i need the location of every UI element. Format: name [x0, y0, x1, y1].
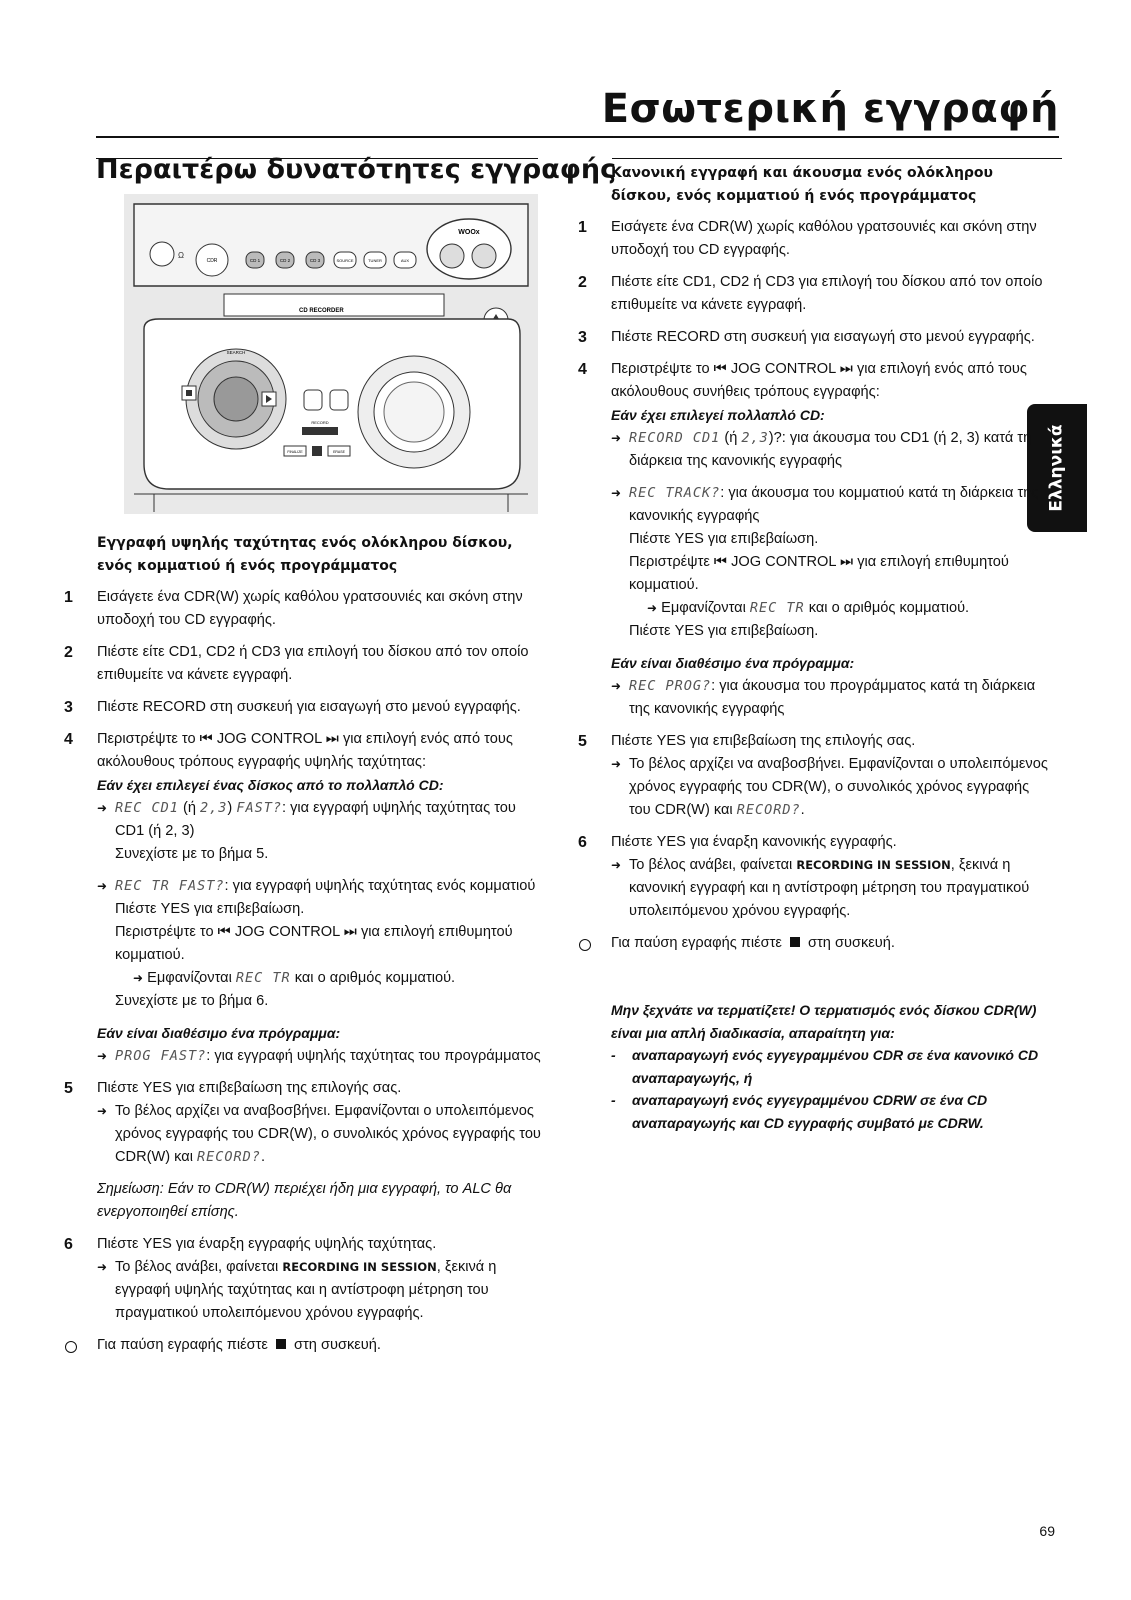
left-heading: Εγγραφή υψηλής ταχύτητας ενός ολόκληρου δίσκου, ενός κομματιού ή ενός προγράμματος — [97, 535, 513, 574]
step-text: Πιέστε YES για επιβεβαίωση της επιλογής σας. — [97, 1080, 402, 1096]
step-number: 6 — [578, 834, 587, 851]
text — [115, 921, 542, 967]
search-label: SEARCH — [226, 350, 246, 355]
right-step-5 — [578, 730, 1054, 822]
continue-text: Συνεχίστε με το βήμα 5. — [115, 846, 269, 862]
dash: - — [611, 1092, 616, 1108]
language-tab-label: Ελληνικά — [1047, 424, 1068, 512]
text — [115, 967, 542, 990]
step-number: 4 — [64, 731, 73, 748]
arrow-icon: ➜ — [97, 801, 108, 815]
right-heading: Κανονική εγγραφή και άκουσμα ενός ολόκληρου δίσκου, ενός κομματιού ή ενός προγράμματος — [611, 165, 994, 204]
left-pause-step — [64, 1334, 542, 1357]
step-number: 1 — [578, 219, 587, 236]
text: . — [260, 1149, 265, 1165]
cdr-button-label: CDR — [206, 258, 218, 264]
stop-icon — [790, 937, 800, 947]
step-text: Περιστρέψτε το — [97, 731, 196, 747]
continue-text: Συνεχίστε με το βήμα 6. — [115, 993, 269, 1009]
page-number: 69 — [1039, 1523, 1055, 1539]
jog-control-label: JOG CONTROL — [216, 731, 322, 747]
text: , ξεκινά η κανονική εγγραφή και η αντίστροφη μέτρηση του πραγματικού υπολειπόμενου χρόνου εγγραφής. — [629, 857, 1030, 919]
right-step-3 — [578, 326, 1054, 349]
text: στη συσκευή. — [294, 1337, 381, 1353]
step-text-cont: για επιλογή ενός από τους ακόλουθους τρόπους εγγραφής υψηλής ταχύτητας: — [97, 731, 513, 770]
lcd-text: REC TRACK? — [629, 485, 721, 501]
text: . — [800, 802, 805, 818]
right-step-1 — [578, 216, 1054, 262]
subheading: Εάν είναι διαθέσιμο ένα πρόγραμμα: — [97, 1025, 341, 1041]
option-item — [97, 875, 542, 1013]
text: (ή — [182, 800, 196, 816]
result-item — [611, 854, 1054, 923]
arrow-icon: ➜ — [97, 1049, 108, 1063]
step-text: Πιέστε είτε CD1, CD2 ή CD3 για επιλογή του δίσκου από τον οποίο επιθυμείτε να κάνετε εγγραφή. — [611, 274, 1043, 313]
option-item — [611, 482, 1054, 643]
left-step-5 — [64, 1077, 542, 1169]
text: Το βέλος ανάβει, φαίνεται — [115, 1259, 279, 1275]
lcd-text: REC TR FAST? — [115, 878, 225, 894]
warning-item — [578, 1089, 1054, 1134]
lcd-text: REC CD1 — [115, 800, 179, 816]
bullet-circle-icon — [579, 939, 591, 951]
display-text: RECORDING IN SESSION — [796, 858, 951, 872]
skip-back-icon: ⏮ — [217, 924, 231, 940]
subheading: Εάν έχει επιλεγεί πολλαπλό CD: — [611, 407, 825, 423]
lcd-text: RECORD CD1 — [629, 430, 721, 446]
page-title: Εσωτερική εγγραφή — [601, 86, 1059, 132]
skip-forward-icon: ⏭ — [840, 554, 854, 570]
cd3-button-label: CD 3 — [309, 258, 321, 263]
lcd-text: RECORD? — [197, 1149, 261, 1165]
text: αναπαραγωγή ενός εγγεγραμμένου CDR σε ένα κανονικό CD αναπαραγωγής, ή — [632, 1047, 1039, 1086]
skip-back-icon: ⏮ — [199, 731, 213, 747]
lcd-text: REC TR — [235, 970, 291, 986]
text: Το βέλος αρχίζει να αναβοσβήνει. Εμφανίζονται ο υπολειπόμενος χρόνος εγγραφής του CDR(W), ο συνολικός χρόνος εγγραφής του CDR(W) και — [629, 756, 1048, 818]
text: : για εγγραφή υψηλής ταχύτητας του CD1 (ή 2, 3) — [115, 800, 516, 839]
finalize-label: FINALIZE — [287, 450, 303, 454]
display-text: RECORDING IN SESSION — [282, 1260, 437, 1274]
text: Για παύση εγραφής πιέστε — [611, 935, 782, 951]
svg-text:Ω: Ω — [178, 251, 184, 260]
step-number: 3 — [64, 699, 73, 716]
lcd-text: PROG FAST? — [115, 1048, 207, 1064]
arrow-icon: ➜ — [611, 431, 622, 445]
option-item — [611, 675, 1054, 721]
lcd-text: 2,3 — [741, 430, 769, 446]
skip-forward-icon: ⏭ — [839, 361, 853, 377]
left-column — [64, 532, 542, 1357]
step-number: 3 — [578, 329, 587, 346]
text: (ή — [724, 430, 738, 446]
text: για επιλογή επιθυμητού κομματιού. — [629, 554, 1009, 593]
jog-control-label: JOG CONTROL — [730, 361, 836, 377]
left-step-6 — [64, 1233, 542, 1325]
arrow-icon: ➜ — [611, 757, 622, 771]
jog-control-label: JOG CONTROL — [731, 554, 836, 570]
arrow-icon: ➜ — [133, 971, 144, 985]
arrow-icon: ➜ — [647, 601, 658, 615]
result-item — [97, 1256, 542, 1325]
device-illustration — [124, 194, 538, 514]
lcd-text: RECORD? — [736, 802, 801, 818]
step-number: 2 — [578, 274, 587, 291]
arrow-icon: ➜ — [97, 879, 108, 893]
right-pause-step — [578, 932, 1054, 955]
text — [629, 551, 1054, 597]
step-text: Πιέστε είτε CD1, CD2 ή CD3 για επιλογή του δίσκου από τον οποίο επιθυμείτε να κάνετε εγγραφή. — [97, 644, 529, 683]
step-number: 1 — [64, 589, 73, 606]
step-text: Πιέστε YES για έναρξη εγγραφής υψηλής ταχύτητας. — [97, 1236, 437, 1252]
lcd-text: FAST? — [236, 800, 282, 816]
text — [629, 597, 1054, 620]
step-number: 6 — [64, 1236, 73, 1253]
text: και ο αριθμός κομματιού. — [808, 600, 970, 616]
note: Σημείωση: Εάν το CDR(W) περιέχει ήδη μια εγγραφή, το ALC θα ενεργοποιηθεί επίσης. — [97, 1181, 512, 1220]
text: αναπαραγωγή ενός εγγεγραμμένου CDRW σε ένα CD αναπαραγωγής και CD εγγραφής συμβατό με CDRW. — [632, 1092, 988, 1131]
section-title: Περαιτέρω δυνατότητες εγγραφής — [96, 154, 617, 185]
skip-forward-icon: ⏭ — [343, 924, 357, 940]
step-number: 5 — [578, 733, 587, 750]
step-text: Εισάγετε ένα CDR(W) χωρίς καθόλου γρατσουνιές και σκόνη στην υποδοχή του CD εγγραφής. — [611, 219, 1037, 258]
lcd-text: 2,3 — [200, 800, 228, 816]
cd-recorder-label: CD RECORDER — [299, 308, 344, 314]
jog-control-label: JOG CONTROL — [234, 924, 340, 940]
text: Εμφανίζονται — [661, 600, 746, 616]
bullet-circle-icon — [65, 1341, 77, 1353]
stop-icon — [276, 1339, 286, 1349]
record-label: RECORD — [311, 420, 329, 425]
text: : για εγγραφή υψηλής ταχύτητας του προγράμματος — [206, 1048, 541, 1064]
text: Περιστρέψτε το — [115, 924, 214, 940]
skip-back-icon: ⏮ — [713, 554, 728, 570]
step-text: Εισάγετε ένα CDR(W) χωρίς καθόλου γρατσουνιές και σκόνη στην υποδοχή του CD εγγραφής. — [97, 589, 523, 628]
text: Πιέστε YES για επιβεβαίωση. — [629, 531, 819, 547]
step-text: Πιέστε YES για επιβεβαίωση της επιλογής σας. — [611, 733, 916, 749]
warning-item — [578, 1044, 1054, 1089]
text: : για άκουσμα του προγράμματος κατά τη διάρκεια της κανονικής εγγραφής — [629, 678, 1036, 717]
text: Πιέστε YES για επιβεβαίωση. — [115, 901, 305, 917]
lcd-text: REC PROG? — [629, 678, 712, 694]
left-step-2 — [64, 641, 542, 687]
text: Περιστρέψτε — [629, 554, 710, 570]
text: : για άκουσμα του κομματιού κατά τη διάρκεια της κανονικής εγγραφής — [629, 485, 1039, 524]
text: και ο αριθμός κομματιού. — [294, 970, 456, 986]
erase-label: ERASE — [333, 450, 345, 454]
finalize-warning: Μην ξεχνάτε να τερματίζετε! Ο τερματισμός ενός δίσκου CDR(W) είναι μια απλή διαδικασία, απαραίτητη για: — [611, 1002, 1037, 1041]
lcd-text: REC TR — [749, 600, 805, 616]
text: για επιλογή επιθυμητού κομματιού. — [115, 924, 513, 963]
subheading: Εάν έχει επιλεγεί ένας δίσκος από το πολλαπλό CD: — [97, 777, 444, 793]
aux-button-label: AUX — [400, 258, 410, 263]
text: : για εγγραφή υψηλής ταχύτητας ενός κομματιού — [224, 878, 536, 894]
text: Εμφανίζονται — [147, 970, 232, 986]
text: Για παύση εγραφής πιέστε — [97, 1337, 268, 1353]
right-step-6 — [578, 831, 1054, 923]
left-step-3 — [64, 696, 542, 719]
woox-label: WOOx — [458, 229, 480, 236]
text: )?: για άκουσμα του CD1 (ή 2, 3) κατά τη διάρκεια της κανονικής εγγραφής — [629, 430, 1032, 469]
step-number: 4 — [578, 361, 587, 378]
step-text: Περιστρέψτε το — [611, 361, 710, 377]
arrow-icon: ➜ — [611, 679, 622, 693]
text: στη συσκευή. — [808, 935, 895, 951]
step-text: Πιέστε RECORD στη συσκευή για εισαγωγή στο μενού εγγραφής. — [97, 699, 521, 715]
text: , ξεκινά η εγγραφή υψηλής ταχύτητας και η αντίστροφη μέτρηση του πραγματικού υπολειπόμενου χρόνου εγγραφής. — [115, 1259, 497, 1321]
right-column — [578, 162, 1054, 1134]
arrow-icon: ➜ — [611, 486, 622, 500]
arrow-icon: ➜ — [97, 1104, 108, 1118]
option-item — [611, 427, 1054, 473]
cd2-button-label: CD 2 — [279, 258, 291, 263]
step-text: Πιέστε YES για έναρξη κανονικής εγγραφής. — [611, 834, 897, 850]
title-rule — [96, 136, 1059, 138]
source-button-label: SOURCE — [336, 258, 354, 263]
option-item — [97, 797, 542, 866]
left-step-4 — [64, 728, 542, 1068]
skip-back-icon: ⏮ — [713, 361, 727, 377]
skip-forward-icon: ⏭ — [325, 731, 339, 747]
arrow-icon: ➜ — [611, 858, 622, 872]
step-text: Πιέστε RECORD στη συσκευή για εισαγωγή στο μενού εγγραφής. — [611, 329, 1035, 345]
result-item — [611, 753, 1054, 822]
result-item — [97, 1100, 542, 1169]
right-step-2 — [578, 271, 1054, 317]
arrow-icon: ➜ — [97, 1260, 108, 1274]
text: Το βέλος ανάβει, φαίνεται — [629, 857, 793, 873]
step-text-cont: για επιλογή ενός από τους ακόλουθους συνήθεις τρόπους εγγραφής: — [611, 361, 1027, 400]
section-rule-right — [612, 158, 1062, 159]
step-number: 2 — [64, 644, 73, 661]
subheading: Εάν είναι διαθέσιμο ένα πρόγραμμα: — [611, 655, 855, 671]
cd1-button-label: CD 1 — [249, 258, 261, 263]
text: ) — [227, 800, 233, 816]
option-item — [97, 1045, 542, 1068]
step-number: 5 — [64, 1080, 73, 1097]
left-step-1 — [64, 586, 542, 632]
text: Το βέλος αρχίζει να αναβοσβήνει. Εμφανίζονται ο υπολειπόμενος χρόνος εγγραφής του CDR(W), ο συνολικός χρόνος εγγραφής του CDR(W) και — [115, 1103, 541, 1165]
right-step-4 — [578, 358, 1054, 721]
tuner-button-label: TUNER — [368, 258, 382, 263]
dash: - — [611, 1047, 616, 1063]
text: Πιέστε YES για επιβεβαίωση. — [629, 623, 819, 639]
